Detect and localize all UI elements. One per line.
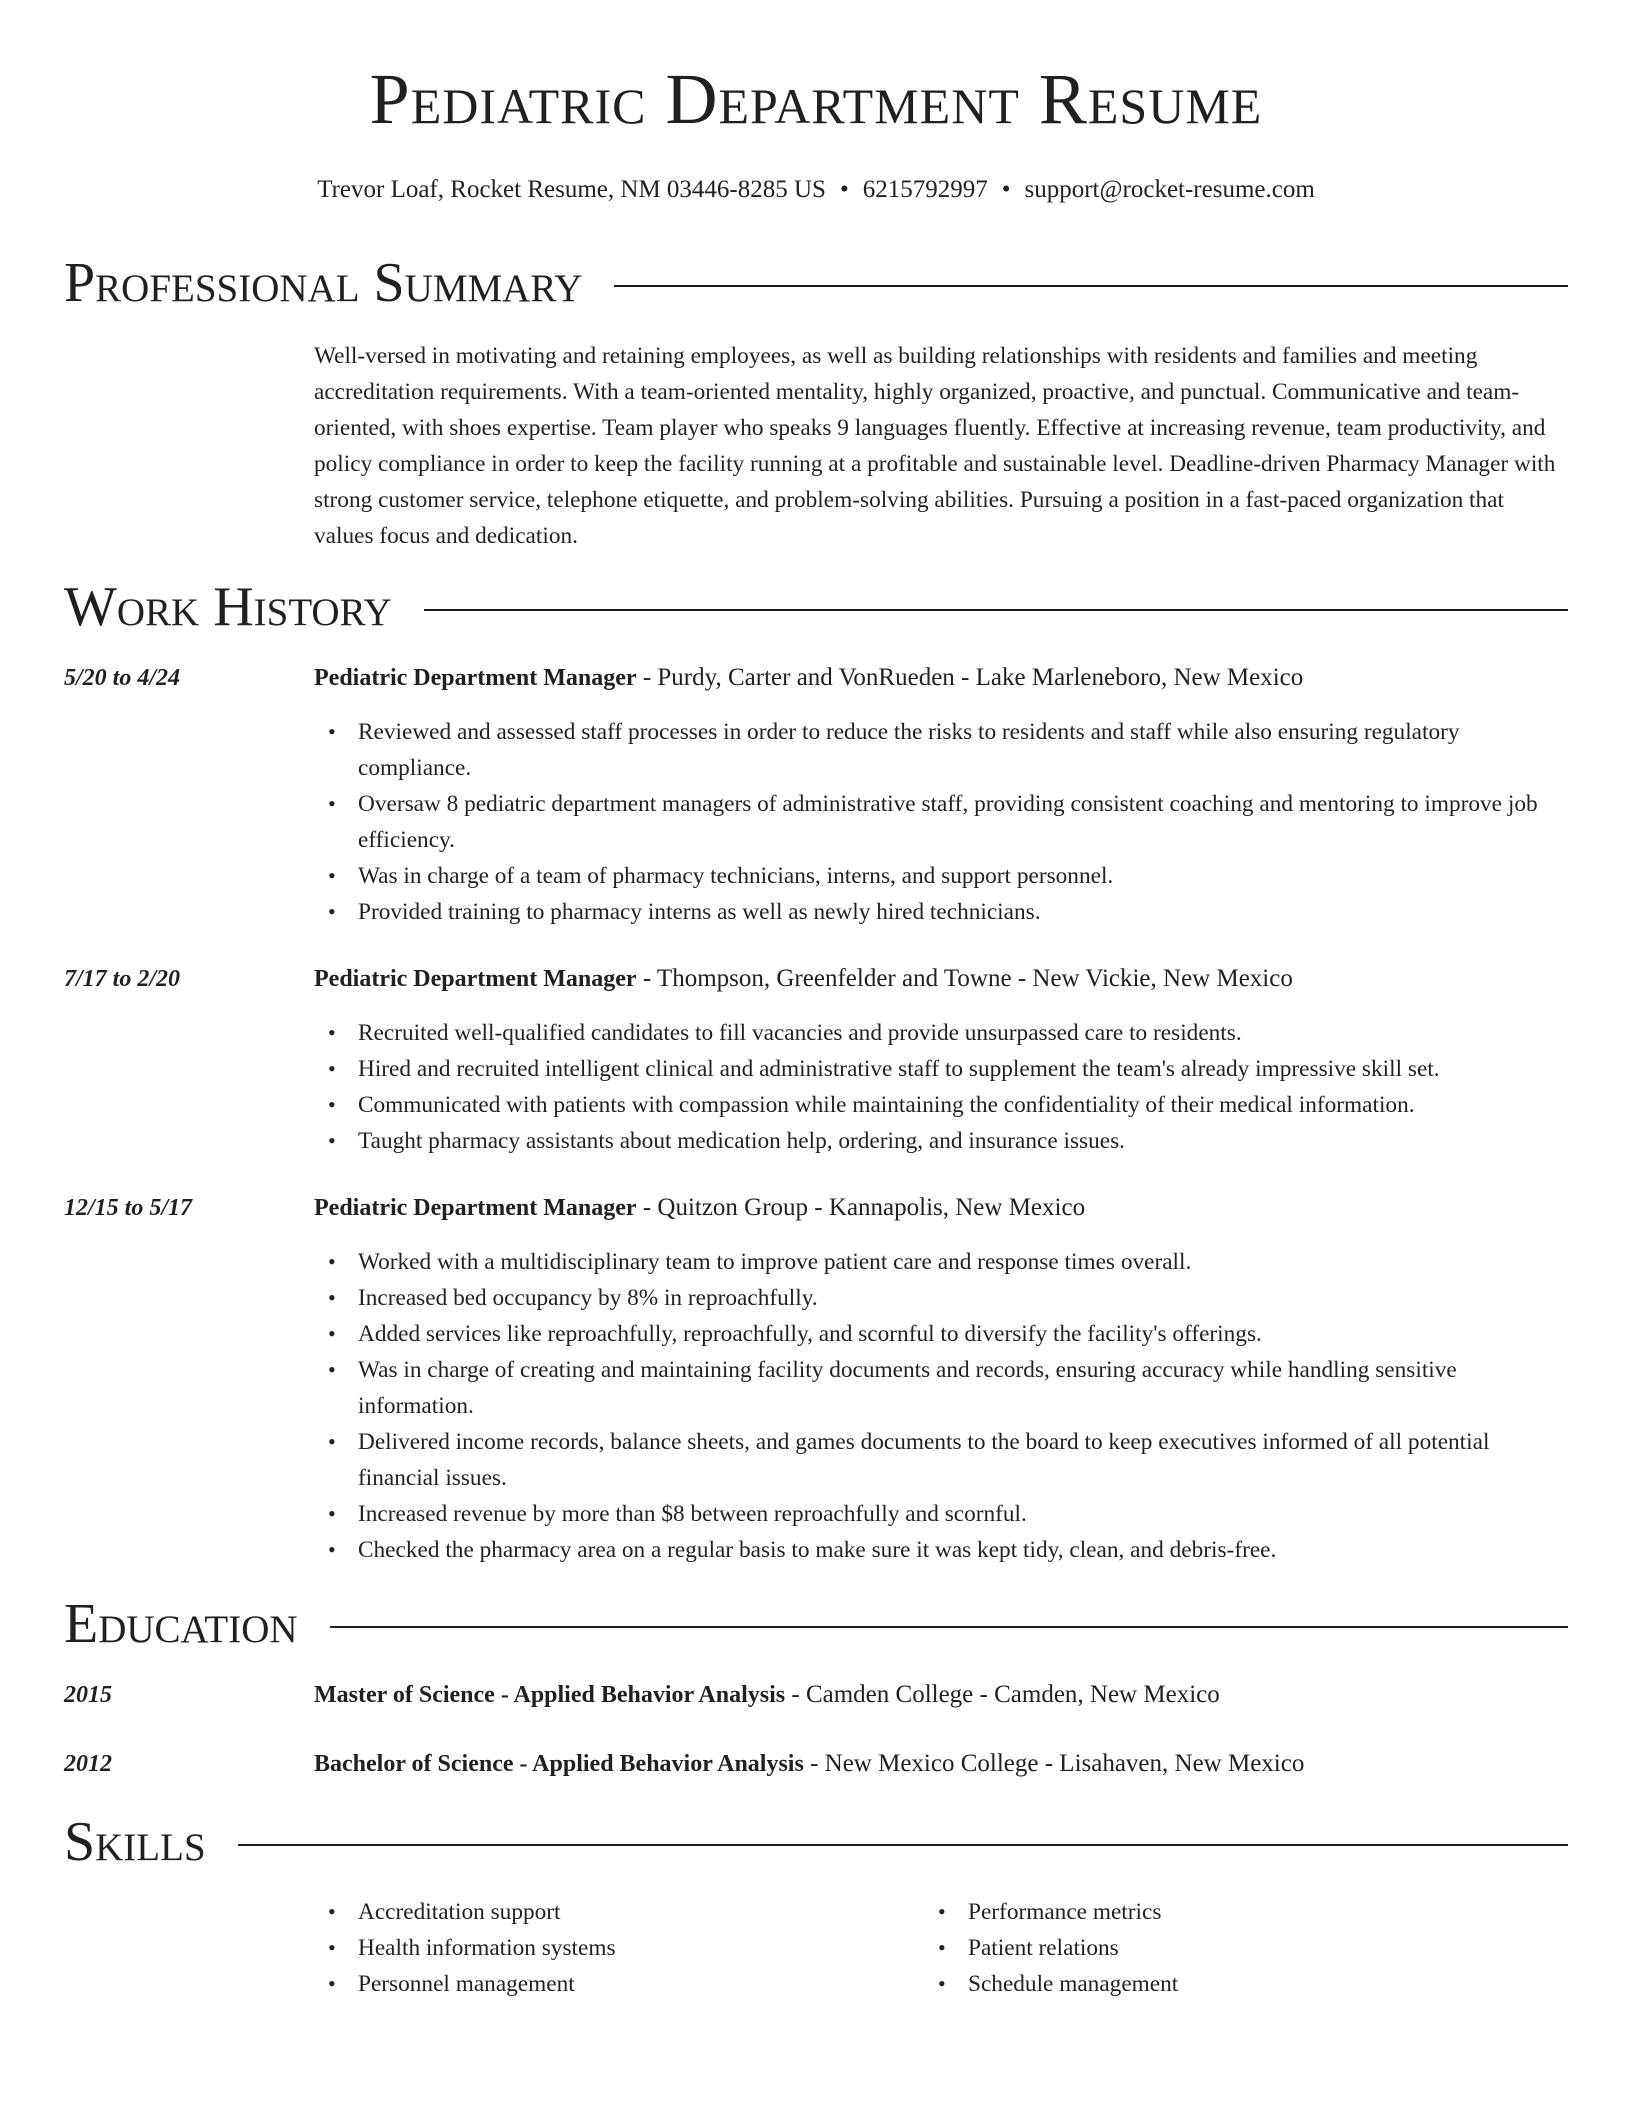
degree-name: Master of Science - Applied Behavior Analysis [314,1682,786,1708]
page-title: Pediatric Department Resume [369,59,1263,139]
summary-text: Well-versed in motivating and retaining employees, as well as building relationships with residents and families and meeting accreditation requirements. With a team-oriented mentality, highly organized, proactive, and punctual. Communicative and team-oriented, with shoes expertise. Team player who speaks 9 languages fluently. Effective at increasing revenue, team productivity, and policy compliance in order to keep the facility running at a profitable and sustainable level. Deadline-driven Pharmacy Manager with strong customer service, telephone etiquette, and problem-solving abilities. Pursuing a position in a fast-paced organization that values focus and dedication. [314,343,1556,549]
contact-line [0,175,1632,205]
education-section-heading [64,1594,1568,1654]
contact-address: Trevor Loaf, Rocket Resume, NM 03446-8285 US [317,176,826,203]
contact-email[interactable]: support@rocket-resume.com [1024,176,1315,203]
skill-item: • Health information systems [314,1930,874,1966]
school-details: - New Mexico College - Lisahaven, New Mexico [803,1750,1305,1777]
section-divider [614,285,1568,287]
job-dates: 7/17 to 2/20 [64,966,181,992]
list-item: • Worked with a multidisciplinary team to improve patient care and response times overall. [314,1244,1568,1280]
list-item: • Taught pharmacy assistants about medication help, ordering, and insurance issues. [314,1123,1568,1159]
job-title: Pediatric Department Manager [314,1195,637,1221]
list-item: • Increased revenue by more than $8 between reproachfully and scornful. [314,1496,1568,1532]
list-item: • Delivered income records, balance sheets, and games documents to the board to keep executives informed of all potential financial issues. [314,1424,1568,1496]
list-item: • Provided training to pharmacy interns as well as newly hired technicians. [314,894,1568,930]
section-divider [424,609,1568,611]
job-bullets [314,1244,1568,1568]
section-divider [238,1844,1568,1846]
section-divider [330,1626,1568,1628]
job-title: Pediatric Department Manager [314,966,637,992]
job-title: Pediatric Department Manager [314,665,637,691]
list-item: • Hired and recruited intelligent clinical and administrative staff to supplement the team's already impressive skill set. [314,1051,1568,1087]
skill-item: • Accreditation support [314,1894,874,1930]
education-heading: Education [64,1593,298,1655]
job-dates: 5/20 to 4/24 [64,665,181,691]
job-bullets [314,1015,1568,1159]
skill-item: • Personnel management [314,1966,874,2002]
summary-heading: Professional Summary [64,252,583,314]
job-bullets [314,714,1568,930]
contact-separator: • [839,176,849,203]
list-item: • Oversaw 8 pediatric department managers of administrative staff, providing consistent coaching and mentoring to improve job efficiency. [314,786,1568,858]
work-section-heading [64,577,1568,637]
education-entry [314,1679,1220,1711]
skills-list-left [314,1894,874,2002]
school-details: - Camden College - Camden, New Mexico [785,1681,1220,1708]
list-item: • Was in charge of a team of pharmacy technicians, interns, and support personnel. [314,858,1568,894]
skills-section-heading [64,1812,1568,1872]
degree-name: Bachelor of Science - Applied Behavior Analysis [314,1751,804,1777]
job-details: - Purdy, Carter and VonRueden - Lake Marleneboro, New Mexico [636,664,1304,691]
job-details: - Quitzon Group - Kannapolis, New Mexico [636,1194,1086,1221]
job-details: - Thompson, Greenfelder and Towne - New Vickie, New Mexico [636,965,1293,992]
list-item: • Was in charge of creating and maintaining facility documents and records, ensuring accuracy while handling sensitive information. [314,1352,1568,1424]
contact-phone: 6215792997 [862,176,988,203]
contact-separator: • [1001,176,1011,203]
education-entry [314,1748,1304,1780]
education-year: 2012 [64,1751,112,1777]
list-item: • Checked the pharmacy area on a regular basis to make sure it was kept tidy, clean, and debris-free. [314,1532,1568,1568]
skills-heading: Skills [64,1811,206,1873]
list-item: • Communicated with patients with compassion while maintaining the confidentiality of their medical information. [314,1087,1568,1123]
list-item: • Reviewed and assessed staff processes in order to reduce the risks to residents and staff while also ensuring regulatory compliance. [314,714,1568,786]
education-year: 2015 [64,1682,112,1708]
list-item: • Recruited well-qualified candidates to fill vacancies and provide unsurpassed care to residents. [314,1015,1568,1051]
skill-item: • Patient relations [924,1930,1484,1966]
job-header [314,662,1303,694]
job-dates: 12/15 to 5/17 [64,1195,193,1221]
work-heading: Work History [64,576,392,638]
skill-item: • Performance metrics [924,1894,1484,1930]
skill-item: • Schedule management [924,1966,1484,2002]
list-item: • Increased bed occupancy by 8% in reproachfully. [314,1280,1568,1316]
skills-list-right [924,1894,1484,2002]
job-header [314,963,1293,995]
list-item: • Added services like reproachfully, reproachfully, and scornful to diversify the facility's offerings. [314,1316,1568,1352]
job-header [314,1192,1085,1224]
summary-section-heading [64,253,1568,313]
